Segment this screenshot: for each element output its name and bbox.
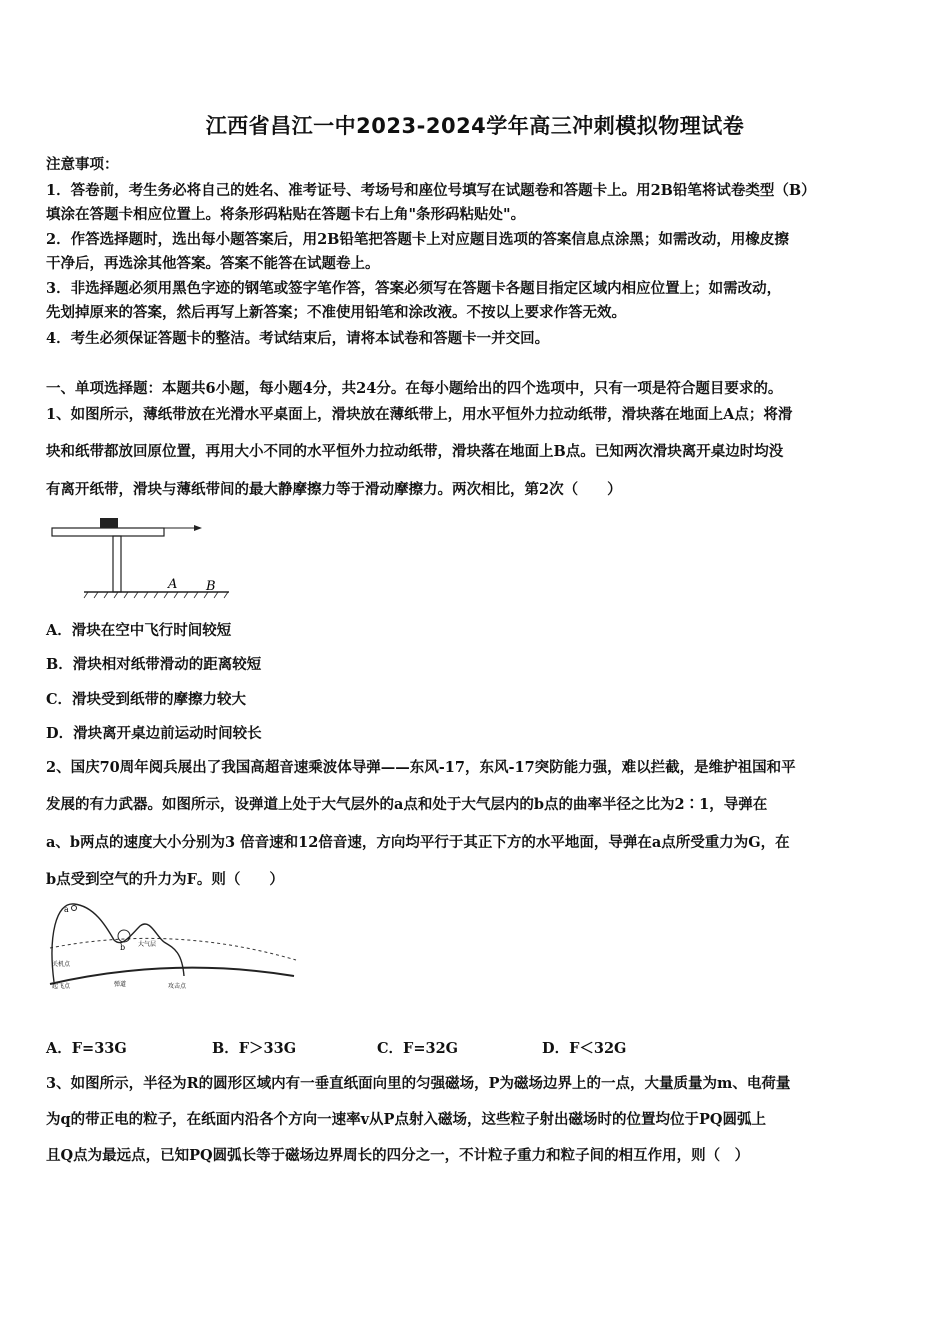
question-text: a、b两点的速度大小分别为3 倍音速和12倍音速，方向均平行于其正下方的水平地面，导弹在a点所受重力为G，在: [46, 834, 790, 851]
section-heading: 一、单项选择题：本题共6小题，每小题4分，共24分。在每小题给出的四个选项中，只有一项是符合题目要求的。: [46, 380, 783, 397]
notice-line: 2．作答选择题时，选出每小题答案后，用2B铅笔把答题卡上对应题目选项的答案信息点涂黑；如需改动，用橡皮擦: [46, 231, 789, 248]
notice-line: 先划掉原来的答案，然后再写上新答案；不准使用铅笔和涂改液。不按以上要求作答无效。: [46, 304, 626, 321]
point-a-label: a: [64, 905, 69, 914]
question-text: 2、国庆70周年阅兵展出了我国高超音速乘波体导弹——东风-17，东风-17突防能力强，难以拦截，是维护祖国和平: [46, 759, 796, 776]
option-b: B．F＞33G: [212, 1040, 297, 1057]
question-text: 发展的有力武器。如图所示，设弹道上处于大气层外的a点和处于大气层内的b点的曲率半径之比为2∶1，导弹在: [46, 796, 768, 813]
question-text: 有离开纸带，滑块与薄纸带间的最大静摩擦力等于滑动摩擦力。两次相比，第2次（ ）: [46, 481, 622, 498]
atmosphere-label: 大气层: [138, 941, 157, 948]
point-b-label: B: [206, 579, 216, 594]
question-text: 1、如图所示，薄纸带放在光滑水平桌面上，滑块放在薄纸带上，用水平恒外力拉动纸带，滑块落在地面上A点；将滑: [46, 406, 793, 423]
q2-missile-trajectory-figure: [44, 896, 300, 996]
option-a: A．滑块在空中飞行时间较短: [46, 622, 232, 639]
notice-line: 1．答卷前，考生务必将自己的姓名、准考证号、考场号和座位号填写在试题卷和答题卡上。用2B铅笔将试卷类型（B）: [46, 182, 816, 199]
option-b: B．滑块相对纸带滑动的距离较短: [46, 656, 262, 673]
question-text: 块和纸带都放回原位置，再用大小不同的水平恒外力拉动纸带，滑块落在地面上B点。已知两次滑块离开桌边时均没: [46, 443, 784, 460]
notice-line: 填涂在答题卡相应位置上。将条形码粘贴在答题卡右上角"条形码粘贴处"。: [46, 206, 526, 223]
page-title: 江西省昌江一中2023-2024学年高三冲刺模拟物理试卷: [205, 114, 745, 138]
question-text: 且Q点为最远点，已知PQ圆弧长等于磁场边界周长的四分之一，不计粒子重力和粒子间的相互作用，则（ ）: [46, 1147, 750, 1164]
question-text: 3、如图所示，半径为R的圆形区域内有一垂直纸面向里的匀强磁场，P为磁场边界上的一点，大量质量为m、电荷量: [46, 1075, 791, 1092]
point-b-label: b: [120, 943, 126, 952]
q1-table-figure: [44, 510, 234, 605]
option-c: C．滑块受到纸带的摩擦力较大: [46, 691, 247, 708]
trajectory-label: 弹道: [114, 981, 127, 988]
notice-line: 3．非选择题必须用黑色字迹的钢笔或签字笔作答，答案必须写在答题卡各题目指定区域内相应位置上；如需改动，: [46, 280, 782, 297]
option-d: D．滑块离开桌边前运动时间较长: [46, 725, 262, 742]
notice-line: 干净后，再选涂其他答案。答案不能答在试题卷上。: [46, 255, 380, 272]
question-text: 为q的带正电的粒子，在纸面内沿各个方向一速率v从P点射入磁场，这些粒子射出磁场时的位置均位于PQ圆弧上: [46, 1111, 766, 1128]
notice-heading: 注意事项：: [46, 156, 119, 173]
target-point-label: 攻击点: [168, 983, 187, 990]
shutdown-point-label: 关机点: [52, 961, 71, 968]
launch-point-label: 起飞点: [52, 983, 71, 990]
option-d: D．F＜32G: [542, 1040, 627, 1057]
point-a-label: A: [168, 577, 178, 592]
notice-line: 4．考生必须保证答题卡的整洁。考试结束后，请将本试卷和答题卡一并交回。: [46, 330, 550, 347]
question-text: b点受到空气的升力为F。则（ ）: [46, 871, 284, 888]
option-c: C．F=32G: [377, 1040, 459, 1057]
option-a: A．F=33G: [46, 1040, 127, 1057]
